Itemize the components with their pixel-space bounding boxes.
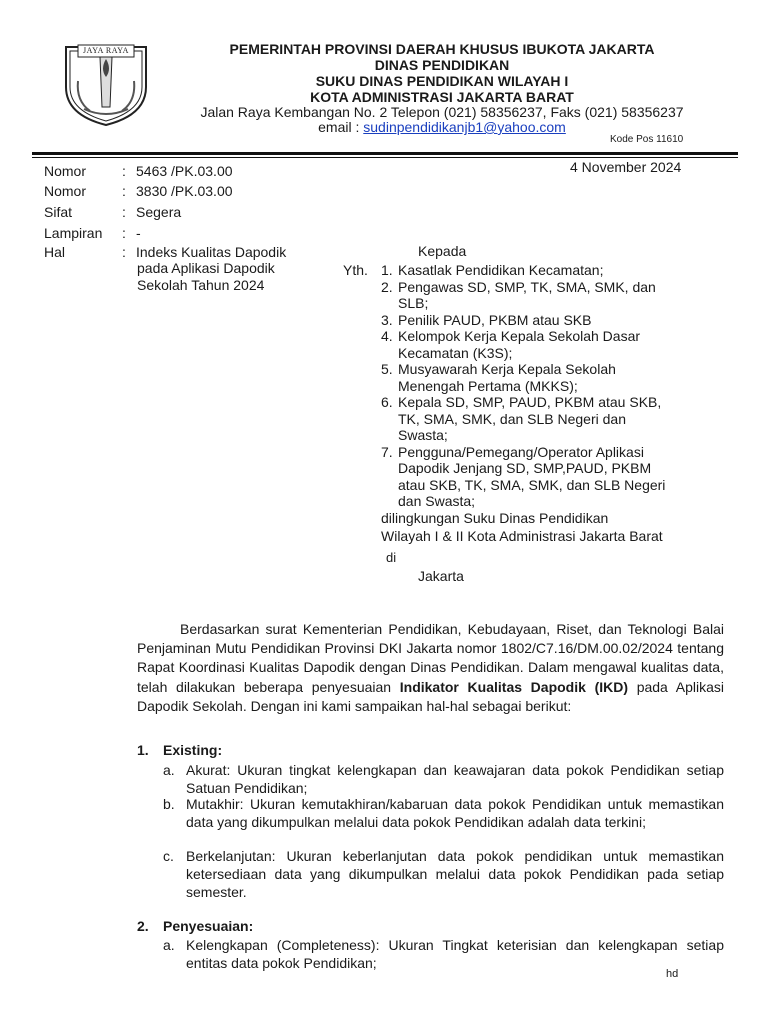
recipient-line: SLB; <box>398 295 429 311</box>
meta-label: Hal <box>44 244 66 260</box>
meta-row-lampiran: Lampiran : - <box>44 225 141 241</box>
meta-value: 3830 /PK.03.00 <box>136 183 233 199</box>
recipient-number: 1. <box>381 262 393 278</box>
recipient-city: Jakarta <box>418 568 464 584</box>
email-label: email : <box>318 119 364 135</box>
paragraph-bold-term: Indikator Kualitas Dapodik (IKD) <box>399 678 629 695</box>
meta-row-nomor-2: Nomor : 3830 /PK.03.00 <box>44 183 233 199</box>
meta-row-sifat: Sifat : Segera <box>44 204 182 220</box>
kepada-label: Kepada <box>418 243 467 259</box>
letterhead-rule-thick <box>32 152 738 155</box>
postal-code: Kode Pos 11610 <box>610 134 684 145</box>
recipient-line: Musyawarah Kerja Kepala Sekolah <box>398 361 616 377</box>
recipient-item <box>398 328 640 361</box>
meta-label: Nomor <box>44 183 87 199</box>
meta-value: 5463 /PK.03.00 <box>136 163 233 179</box>
recipient-line: Pengguna/Pemegang/Operator Aplikasi <box>398 443 644 460</box>
recipient-line: TK, SMA, SMK, dan SLB Negeri dan <box>398 410 626 427</box>
recipient-line: Kelompok Kerja Kepala Sekolah Dasar <box>398 328 641 344</box>
recipient-di: di <box>386 550 397 565</box>
letterhead-rule-thin <box>32 157 738 158</box>
recipient-line: Swasta; <box>398 427 448 443</box>
item-akurat: Akurat: Ukuran tingkat kelengkapan dan keawajaran data pokok Pendidikan setiap Satuan Pendidikan; <box>186 762 724 796</box>
recipient-line: dan Swasta; <box>398 493 476 509</box>
recipient-line: Menengah Pertama (MKKS); <box>398 377 578 394</box>
hal-line: pada Aplikasi Dapodik <box>137 260 275 276</box>
recipient-line: Kepala SD, SMP, PAUD, PKBM atau SKB, <box>398 394 662 410</box>
recipient-item <box>398 279 656 312</box>
recipient-item <box>398 312 591 329</box>
hal-line: Sekolah Tahun 2024 <box>137 277 265 293</box>
recipient-number: 7. <box>381 443 393 460</box>
recipient-line: Kecamatan (K3S); <box>398 344 513 361</box>
letterhead-address: Jalan Raya Kembangan No. 2 Telepon (021) 58356237, Faks (021) 58356237 <box>200 104 684 120</box>
meta-value: - <box>136 225 141 241</box>
item-berkelanjutan: Berkelanjutan: Ukuran keberlanjutan data pokok pendidikan untuk memastikan ketersediaan data yang dikumpulkan melalui data pokok Pendidikan pada setiap semester. <box>186 848 724 900</box>
item-letter: b. <box>163 796 175 812</box>
opening-paragraph <box>137 620 724 716</box>
letterhead-city: KOTA ADMINISTRASI JAKARTA BARAT <box>310 89 574 105</box>
recipient-scope-line-2: Wilayah I & II Kota Administrasi Jakarta Barat <box>381 528 663 544</box>
yth-label: Yth. <box>343 262 368 278</box>
recipient-item <box>398 361 616 394</box>
recipient-line: Pengawas SD, SMP, TK, SMA, SMK, dan <box>398 278 656 295</box>
recipient-number: 6. <box>381 394 393 410</box>
paragraph-text-after: pada Aplikasi Dapodik Sekolah. Dengan ini kami sampaikan hal-hal sebagai berikut: <box>137 678 724 714</box>
recipient-item <box>398 394 661 444</box>
letterhead-department: DINAS PENDIDIKAN <box>374 57 510 73</box>
letterhead-government: PEMERINTAH PROVINSI DAERAH KHUSUS IBUKOTA JAKARTA <box>229 41 655 57</box>
item-letter: a. <box>163 937 175 953</box>
recipient-list <box>0 262 768 512</box>
section-2-number: 2. <box>137 918 149 934</box>
email-link[interactable]: sudinpendidikanjb1@yahoo.com <box>363 119 566 135</box>
logo-motto-text: JAYA RAYA <box>83 46 129 55</box>
section-1-number: 1. <box>137 742 149 758</box>
jakarta-coat-of-arms-logo <box>60 41 152 127</box>
recipient-line: Dapodik Jenjang SD, SMP,PAUD, PKBM <box>398 460 652 476</box>
recipient-number: 3. <box>381 311 393 328</box>
paragraph-text-before: Berdasarkan surat Kementerian Pendidikan, Kebudayaan, Riset, dan Teknologi Balai Penjaminan Mutu Pendidikan Provinsi DKI Jakarta nomor 1802/C7.16/DM.00.02/2024 tentang Rapat Koordinasi Kualitas Dapodik dengan Dinas Pendidikan. Dalam mengawal kualitas data, telah dilakukan beberapa penyesuaian <box>137 621 724 695</box>
page-footer-initials: hd <box>666 968 679 980</box>
recipient-number: 2. <box>381 278 393 295</box>
item-mutakhir: Mutakhir: Ukuran kemutakhiran/kabaruan data pokok Pendidikan untuk memastikan data yang dikumpulkan melalui data pokok Pendidikan adalah data terkini; <box>186 796 724 830</box>
section-1-title: Existing: <box>163 742 223 758</box>
item-letter: a. <box>163 762 175 778</box>
recipient-scope-line-1: dilingkungan Suku Dinas Pendidikan <box>381 510 609 526</box>
section-2-title: Penyesuaian: <box>163 918 254 934</box>
letterhead-subdepartment: SUKU DINAS PENDIDIKAN WILAYAH I <box>315 73 569 89</box>
item-letter: c. <box>163 848 174 864</box>
item-kelengkapan: Kelengkapan (Completeness): Ukuran Tingkat keterisian dan kelengkapan setiap entitas data pokok Pendidikan; <box>186 937 724 971</box>
meta-label: Nomor <box>44 163 87 179</box>
recipient-line: atau SKB, TK, SMA, SMK, dan SLB Negeri <box>398 476 666 493</box>
recipient-line: Kasatlak Pendidikan Kecamatan; <box>398 262 604 278</box>
recipient-number: 5. <box>381 361 393 377</box>
meta-value: Indeks Kualitas Dapodik <box>136 244 287 260</box>
meta-row-hal: Hal : Indeks Kualitas Dapodik <box>44 244 287 260</box>
meta-label: Sifat <box>44 204 73 220</box>
meta-row-nomor-1: Nomor : 5463 /PK.03.00 <box>44 163 233 179</box>
recipient-number: 4. <box>381 328 393 344</box>
recipient-item <box>398 444 665 510</box>
meta-label: Lampiran <box>44 225 103 241</box>
meta-value: Segera <box>136 204 182 220</box>
letter-date: 4 November 2024 <box>570 159 682 175</box>
recipient-line: Penilik PAUD, PKBM atau SKB <box>398 311 592 328</box>
recipient-item <box>398 262 603 279</box>
